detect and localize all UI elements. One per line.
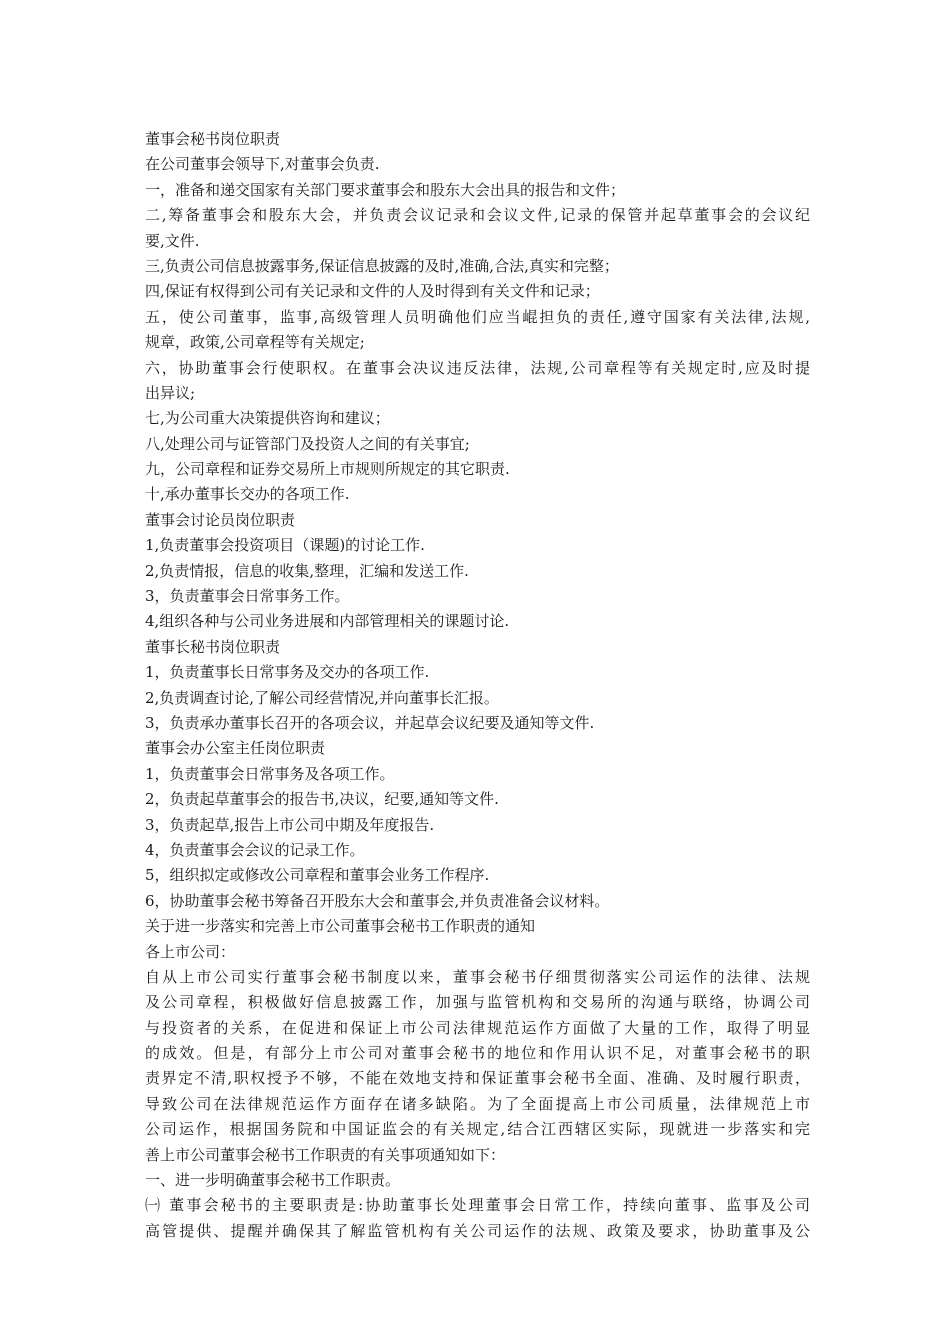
text-line: 要,文件. (145, 231, 200, 250)
text-line: 与投资者的关系，在促进和保证上市公司法律规范运作方面做了大量的工作，取得了明显 (145, 1018, 810, 1037)
text-line: 3，负责董事会日常事务工作。 (145, 587, 350, 606)
text-line: 十,承办董事长交办的各项工作. (145, 485, 350, 504)
text-line: 的成效。但是，有部分上市公司对董事会秘书的地位和作用认识不足，对董事会秘书的职 (145, 1044, 810, 1063)
text-line: 善上市公司董事会秘书工作职责的有关事项通知如下： (145, 1145, 506, 1164)
text-line: 三,负责公司信息披露事务,保证信息披露的及时,准确,合法,真实和完整； (145, 256, 619, 275)
text-line: ㈠ 董事会秘书的主要职责是:协助董事长处理董事会日常工作，持续向董事、监事及公司 (145, 1196, 810, 1215)
text-line: 七,为公司重大决策提供咨询和建议； (145, 409, 390, 428)
text-line: 责界定不清,职权授予不够，不能在效地支持和保证董事会秘书全面、准确、及时履行职责， (145, 1069, 810, 1088)
text-line: 自从上市公司实行董事会秘书制度以来，董事会秘书仔细贯彻落实公司运作的法律、法规 (145, 967, 810, 986)
text-line: 2,负责调查讨论,了解公司经营情况,并向董事长汇报。 (145, 688, 499, 707)
text-line: 高管提供、提醒并确保其了解监管机构有关公司运作的法规、政策及要求，协助董事及公 (145, 1221, 810, 1240)
text-line: 八,处理公司与证管部门及投资人之间的有关事宜; (145, 434, 470, 453)
text-line: 六，协助董事会行使职权。在董事会决议违反法律，法规,公司章程等有关规定时,应及时提 (145, 358, 810, 377)
text-line: 公司运作，根据国务院和中国证监会的有关规定,结合江西辖区实际，现就进一步落实和完 (145, 1120, 810, 1139)
text-line: 4,组织各种与公司业务进展和内部管理相关的课题讨论. (145, 612, 510, 631)
text-line: 导致公司在法律规范运作方面存在诸多缺陷。为了全面提高上市公司质量，法律规范上市 (145, 1094, 810, 1113)
text-line: 4，负责董事会会议的记录工作。 (145, 840, 365, 859)
text-line: 董事长秘书岗位职责 (145, 637, 281, 656)
text-line: 6，协助董事会秘书筹备召开股东大会和董事会,并负责准备会议材料。 (145, 891, 610, 910)
text-line: 1,负责董事会投资项目（课题)的讨论工作. (145, 536, 425, 555)
text-line: 在公司董事会领导下,对董事会负责. (145, 155, 380, 174)
text-line: 2，负责起草董事会的报告书,决议，纪要,通知等文件. (145, 790, 499, 809)
text-line: 1，负责董事会日常事务及各项工作。 (145, 764, 395, 783)
text-line: 一，准备和递交国家有关部门要求董事会和股东大会出具的报告和文件； (145, 180, 626, 199)
text-line: 董事会办公室主任岗位职责 (145, 739, 326, 758)
text-line: 5，组织拟定或修改公司章程和董事会业务工作程序. (145, 866, 490, 885)
text-line: 五，使公司董事，监事,高级管理人员明确他们应当崐担负的责任,遵守国家有关法律,法规, (145, 307, 810, 326)
text-line: 董事会讨论员岗位职责 (145, 510, 296, 529)
text-line: 董事会秘书岗位职责 (145, 130, 281, 148)
text-line: 二,筹备董事会和股东大会，并负责会议记录和会议文件,记录的保管并起草董事会的会议纪 (145, 206, 810, 225)
text-line: 关于进一步落实和完善上市公司董事会秘书工作职责的通知 (145, 917, 536, 936)
text-line: 1，负责董事长日常事务及交办的各项工作. (145, 663, 430, 682)
text-line: 出异议; (145, 383, 196, 402)
text-line: 九，公司章程和证券交易所上市规则所规定的其它职责. (145, 460, 510, 479)
text-line: 规章，政策,公司章程等有关规定; (145, 333, 365, 352)
document-body (145, 127, 810, 1244)
text-line: 及公司章程，积极做好信息披露工作，加强与监管机构和交易所的沟通与联络，协调公司 (145, 993, 810, 1012)
text-line: 各上市公司： (145, 942, 236, 961)
text-line: 3，负责承办董事长召开的各项会议，并起草会议纪要及通知等文件. (145, 713, 595, 732)
text-line: 一、进一步明确董事会秘书工作职责。 (145, 1171, 401, 1190)
text-line: 2,负责情报，信息的收集,整理，汇编和发送工作. (145, 561, 469, 580)
text-line: 3，负责起草,报告上市公司中期及年度报告. (145, 815, 435, 834)
text-line: 四,保证有权得到公司有关记录和文件的人及时得到有关文件和记录； (145, 282, 600, 301)
